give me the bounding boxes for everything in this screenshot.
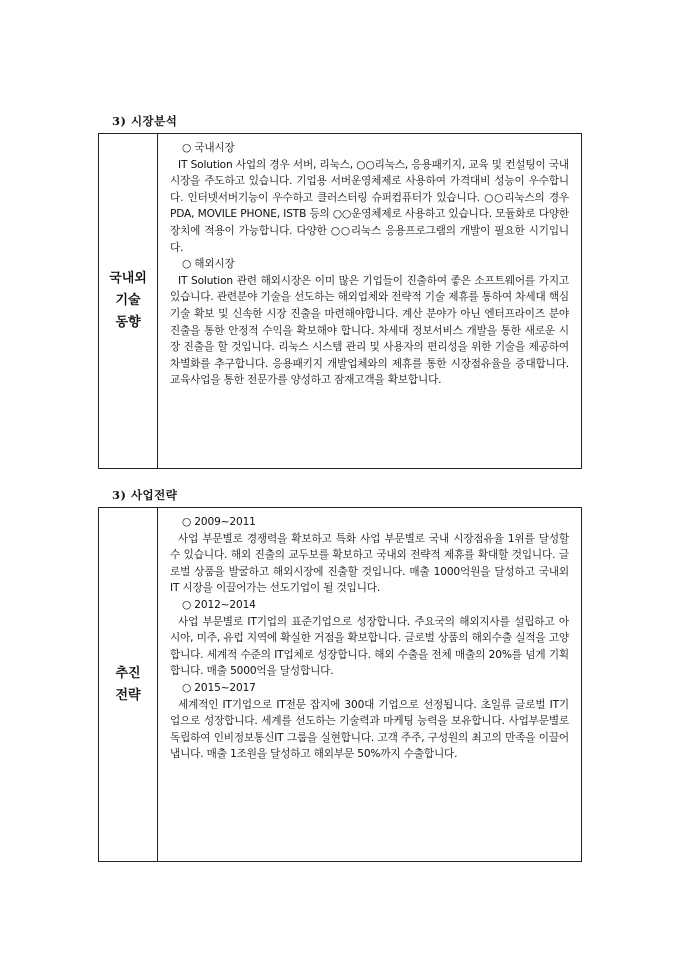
market-analysis-content bbox=[158, 134, 581, 468]
section-heading-business-strategy: 3) 사업전략 bbox=[112, 488, 178, 502]
paragraph-overseas: IT Solution 관련 해외시장은 이미 많은 기업들이 진출하여 좋은 소프트웨어를 가지고 있습니다. 관련분야 기술을 선도하는 해외업체와 전략적 기술 제휴를 통하여 차세대 핵심 기술 확보 및 신속한 시장 진출을 마련해야합니다. 계산 분야가 아닌 엔터프라이즈 분야 진출을 통한 안정적 수익을 확보해야 합니다. 차세대 정보서비스 개발을 통한 새로운 시장 진출을 할 것입니다. 리눅스 시스템 관리 및 사용자의 편리성을 위한 기술을 제공하여 차별화를 추구합니다. 응용패키지 개발업체와의 제휴를 통한 시장점유율을 증대합니다. 교육사업을 통한 전문가를 양성하고 잠재고객을 확보합니다. bbox=[170, 274, 569, 387]
paragraph-2012-2014: 사업 부문별로 IT기업의 표준기업으로 성장합니다. 주요국의 해외지사를 설립하고 아시아, 미주, 유럽 지역에 확실한 거점을 확보합니다. 글로벌 상품의 해외수출 실적을 고양합니다. 세계적 수준의 IT업체로 성장합니다. 해외 수출을 전체 매출의 20%를 넘게 기획합니다. 매출 5000억을 달성합니다. bbox=[170, 615, 569, 678]
paragraph-domestic: IT Solution 사업의 경우 서버, 리눅스, ○○리눅스, 응용패키지, 교육 및 컨설팅이 국내시장을 주도하고 있습니다. 기업용 서버운영체제로 사용하여 가격대비 성능이 우수합니다. 인터넷서버기능이 우수하고 클러스터링 슈퍼컴퓨터가 있습니다. ○○리눅스의 경우 PDA, MOVILE PHONE, ISTB 등의 ○○운영체제로 사용하고 있습니다. 모듈화로 다양한 장치에 적용이 가능합니다. 다양한 ○○리눅스 응용프로그램의 개발이 필요한 시기입니다. bbox=[170, 158, 569, 254]
row-label-cell bbox=[99, 508, 158, 861]
subheading-2009-2011: ○ 2009~2011 bbox=[182, 516, 256, 528]
paragraph-2015-2017: 세계적인 IT기업으로 IT전문 잡지에 300대 기업으로 선정됩니다. 초일류 글로벌 IT기업으로 성장합니다. 세계를 선도하는 기술력과 마케팅 능력을 보유합니다. 사업부문별로 독립하여 인비정보통신IT 그룹을 실현합니다. 고객 주주, 구성원의 최고의 만족을 이끌어냅니다. 매출 1조원을 달성하고 해외부문 50%까지 수출합니다. bbox=[170, 698, 569, 761]
subheading-2012-2014: ○ 2012~2014 bbox=[182, 598, 256, 611]
business-strategy-content bbox=[158, 508, 581, 861]
market-analysis-table bbox=[98, 133, 582, 469]
subheading-domestic: ○ 국내시장 bbox=[182, 142, 235, 154]
row-label-line: 동향 bbox=[115, 315, 141, 330]
row-label bbox=[109, 268, 147, 334]
row-label-line: 국내외 bbox=[109, 271, 147, 286]
row-label-line: 기술 bbox=[115, 293, 141, 308]
business-strategy-table bbox=[98, 507, 582, 862]
subheading-overseas: ○ 해외시장 bbox=[182, 258, 235, 271]
row-label bbox=[115, 663, 140, 707]
paragraph-2009-2011: 사업 부문별로 경쟁력을 확보하고 특화 사업 부문별로 국내 시장점유율 1위를 달성할 수 있습니다. 해외 진출의 교두보를 확보하고 국내외 전략적 제휴를 확대할 것입니다. 글로벌 상품을 발굴하고 해외시장에 진출할 것입니다. 매출 1000억원을 달성하고 국내외 IT 시장을 이끌어가는 선도기업이 될 것입니다. bbox=[170, 532, 569, 595]
row-label-line: 추진 bbox=[115, 665, 141, 681]
section-heading-market-analysis: 3) 시장분석 bbox=[112, 114, 178, 128]
row-label-cell bbox=[99, 134, 158, 468]
row-label-line: 전략 bbox=[115, 687, 141, 703]
subheading-2015-2017: ○ 2015~2017 bbox=[182, 681, 256, 694]
